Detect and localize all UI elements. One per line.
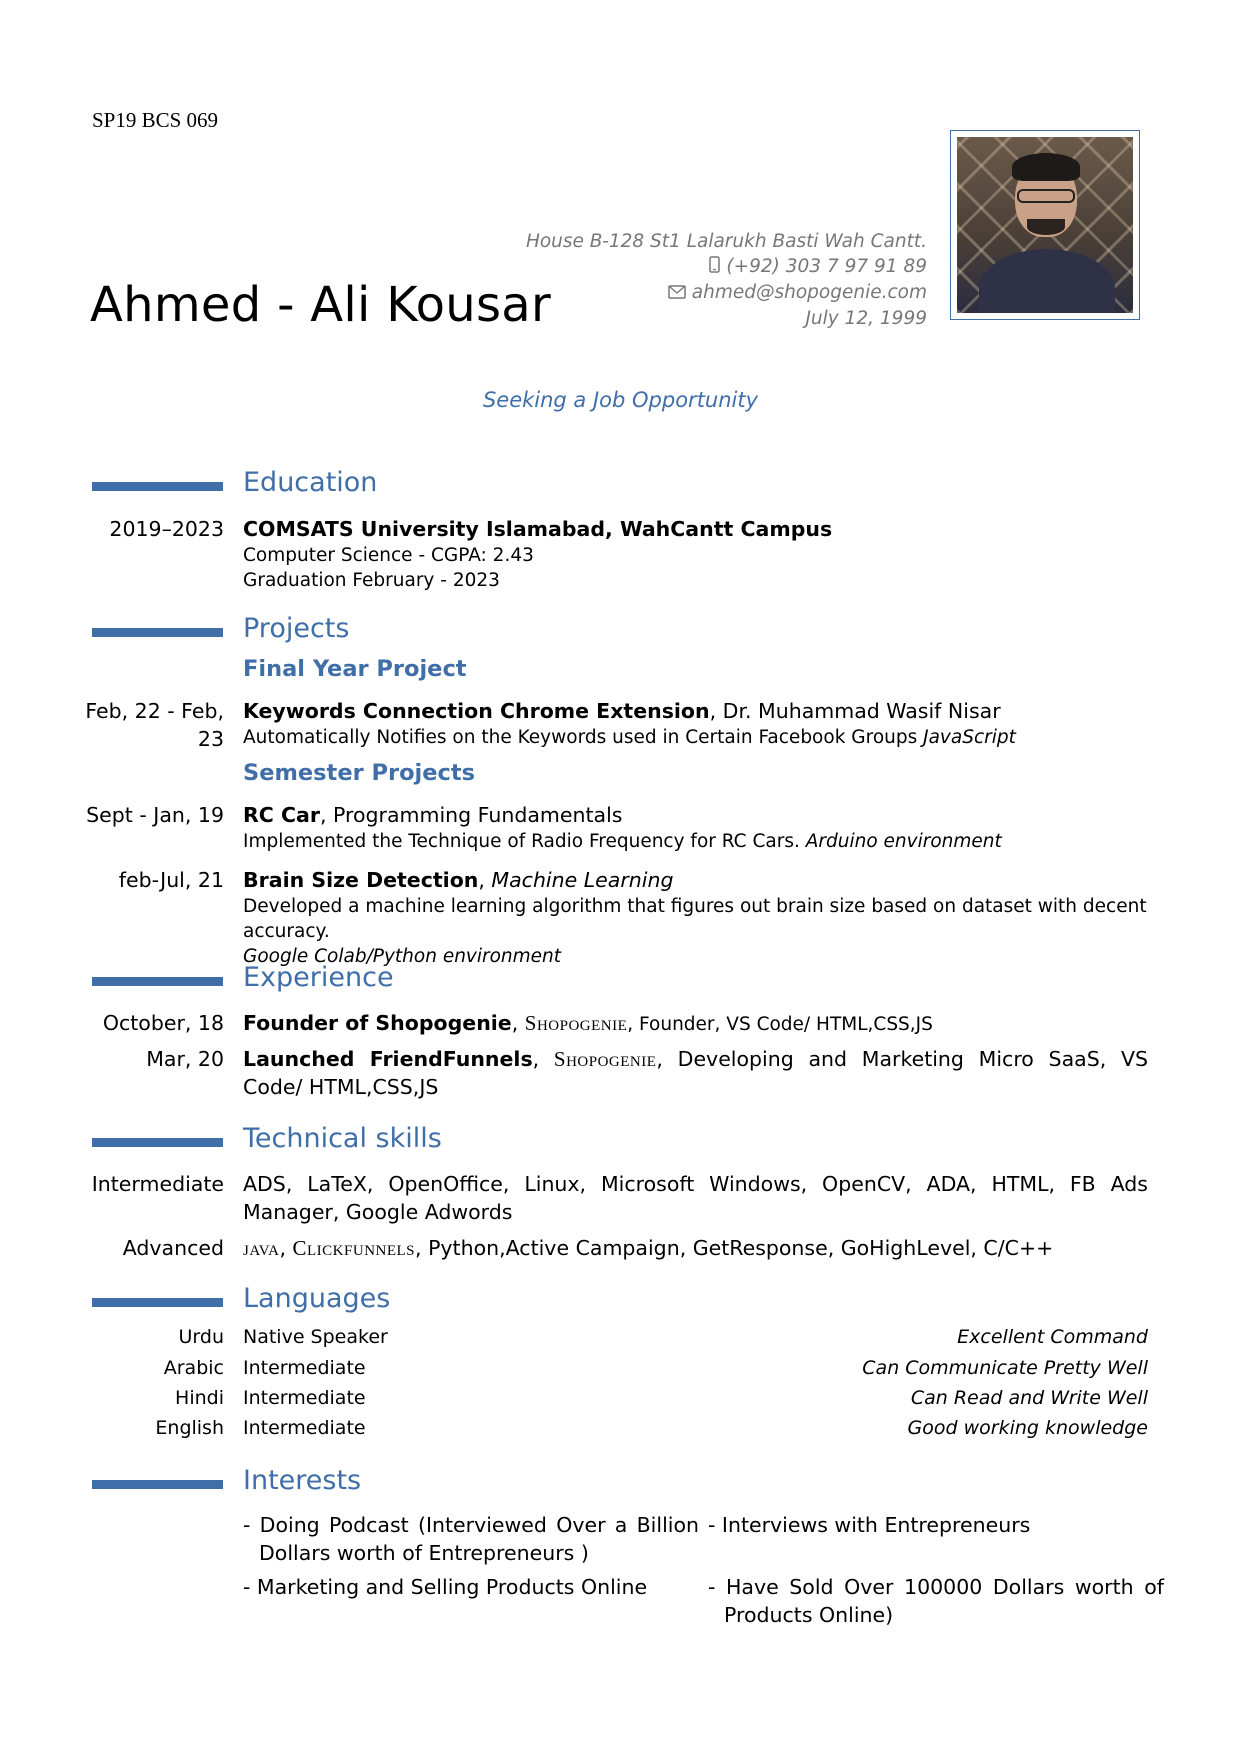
project-description: Developed a machine learning algorithm that figures out brain size based on dataset with decent accuracy. (243, 896, 1147, 942)
experience-role: Founder of Shopogenie (243, 1011, 512, 1035)
language-level: Intermediate (243, 1387, 366, 1409)
skill-java: java (243, 1236, 280, 1260)
language-level: Native Speaker (243, 1326, 388, 1348)
skills-section-bar (92, 1138, 223, 1147)
final-year-project-heading: Final Year Project (243, 656, 467, 682)
envelope-icon (668, 281, 686, 306)
project-entry (243, 801, 1148, 854)
fyp-date-end: 23 (197, 727, 224, 751)
skill-text: ADS, (243, 1172, 308, 1196)
interest-item: - Have Sold Over 100000 Dollars worth of Products Online) (708, 1575, 1164, 1627)
experience-entry: Founder of Shopogenie, Shopogenie, Founder, VS Code/ HTML,CSS,JS (243, 1011, 933, 1035)
project-course: Machine Learning (491, 868, 674, 892)
project-entry: Brain Size Detection, Machine Learning Developed a machine learning algorithm that figures out brain size based on dataset with decent accuracy. Google Colab/Python environment (243, 868, 1147, 967)
education-date: 2019–2023 (109, 517, 224, 541)
experience-date: October, 18 (102, 1011, 224, 1035)
experience-section-bar (92, 977, 223, 986)
language-level: Intermediate (243, 1417, 366, 1439)
project-name: Brain Size Detection (243, 868, 479, 892)
languages-heading: Languages (243, 1283, 391, 1314)
profile-photo (950, 130, 1140, 320)
mobile-phone-icon (709, 255, 720, 280)
fyp-tech: JavaScript (923, 727, 1016, 748)
degree: Computer Science - CGPA: 2.43 (243, 545, 534, 566)
language-row (0, 1326, 1241, 1356)
project-name: RC Car (243, 803, 320, 827)
portrait-image (957, 137, 1133, 313)
semester-projects-heading: Semester Projects (243, 760, 476, 786)
person-name: Ahmed - Ali Kousar (90, 277, 552, 333)
experience-details: , Developing and Marketing Micro SaaS, VS Code/ HTML,CSS,JS (243, 1047, 1148, 1099)
language-name: Urdu (178, 1326, 224, 1348)
languages-section-bar (92, 1298, 223, 1307)
phone-number: (+92) 303 7 97 91 89 (726, 256, 927, 277)
fyp-description: Automatically Notifies on the Keywords used in Certain Facebook Groups (243, 727, 924, 748)
project-date: feb-Jul, 21 (118, 868, 224, 892)
skill-clickfunnels: Clickfunnels (292, 1236, 416, 1260)
experience-role: Launched FriendFunnels (243, 1047, 533, 1071)
fyp-entry (243, 697, 1148, 750)
fyp-supervisor: , Dr. Muhammad Wasif Nisar (709, 699, 1001, 723)
experience-company: Shopogenie (524, 1011, 628, 1035)
language-name: Arabic (163, 1357, 224, 1379)
experience-entry: Launched FriendFunnels, Shopogenie, Developing and Marketing Micro SaaS, VS Code/ HTML,CSS,JS (243, 1047, 1148, 1099)
experience-company: Shopogenie (553, 1047, 657, 1071)
project-description: Implemented the Technique of Radio Frequency for RC Cars. (243, 831, 806, 852)
advanced-skills: java, Clickfunnels, Python,Active Campaign, GetResponse, GoHighLevel, C/C++ (243, 1236, 1054, 1260)
fyp-date (85, 697, 224, 753)
email-line (526, 280, 927, 306)
language-row (0, 1417, 1241, 1447)
phone-line (526, 254, 927, 280)
contact-block (526, 229, 927, 331)
language-name: English (155, 1417, 224, 1439)
education-entry (243, 515, 1148, 593)
experience-heading: Experience (243, 962, 394, 993)
language-comment: Can Communicate Pretty Well (862, 1357, 1148, 1379)
projects-section-bar (92, 628, 223, 637)
interests-heading: Interests (243, 1465, 362, 1496)
language-comment: Can Read and Write Well (910, 1387, 1148, 1409)
intermediate-skills (243, 1170, 1148, 1226)
fyp-name: Keywords Connection Chrome Extension (243, 699, 710, 723)
email-address[interactable]: ahmed@shopogenie.com (691, 282, 927, 303)
language-comment: Excellent Command (957, 1326, 1148, 1348)
project-date: Sept - Jan, 19 (86, 803, 224, 827)
fyp-date-start: Feb, 22 - Feb, (85, 699, 224, 723)
skill-text: , Python,Active Campaign, GetResponse, GoHighLevel, C/C++ (415, 1236, 1054, 1260)
latex-logo: LaTeX (307, 1172, 367, 1196)
institution: COMSATS University Islamabad, WahCantt Campus (243, 517, 833, 541)
skills-heading: Technical skills (243, 1123, 442, 1154)
graduation: Graduation February - 2023 (243, 570, 500, 591)
language-level: Intermediate (243, 1357, 366, 1379)
interests-section-bar (92, 1480, 223, 1489)
skill-text: , OpenOffice, Linux, Microsoft Windows, OpenCV, ADA, HTML, FB Ads Manager, Google Adwords (243, 1172, 1148, 1224)
language-row (0, 1387, 1241, 1417)
interest-item: - Interviews with Entrepreneurs (708, 1513, 1031, 1537)
address: House B-128 St1 Lalarukh Basti Wah Cantt. (525, 231, 927, 252)
experience-date: Mar, 20 (146, 1047, 224, 1071)
interest-item: - Doing Podcast (Interviewed Over a Billion Dollars worth of Entrepreneurs ) (243, 1513, 699, 1565)
roll-number: SP19 BCS 069 (92, 108, 219, 132)
language-comment: Good working knowledge (907, 1417, 1148, 1439)
skill-level-label: Intermediate (91, 1172, 224, 1196)
projects-heading: Projects (243, 613, 350, 644)
project-tech: Google Colab/Python environment (243, 946, 562, 967)
education-section-bar (92, 482, 223, 491)
project-course: , Programming Fundamentals (319, 803, 623, 827)
language-name: Hindi (175, 1387, 224, 1409)
education-heading: Education (243, 467, 378, 498)
project-tech: Arduino environment (805, 831, 1002, 852)
experience-details: , Founder, VS Code/ HTML,CSS,JS (627, 1014, 933, 1035)
interest-item: - Marketing and Selling Products Online (243, 1575, 648, 1599)
language-row (0, 1357, 1241, 1387)
date-of-birth: July 12, 1999 (805, 308, 927, 329)
objective: Seeking a Job Opportunity (482, 388, 759, 412)
skill-level-label: Advanced (122, 1236, 224, 1260)
